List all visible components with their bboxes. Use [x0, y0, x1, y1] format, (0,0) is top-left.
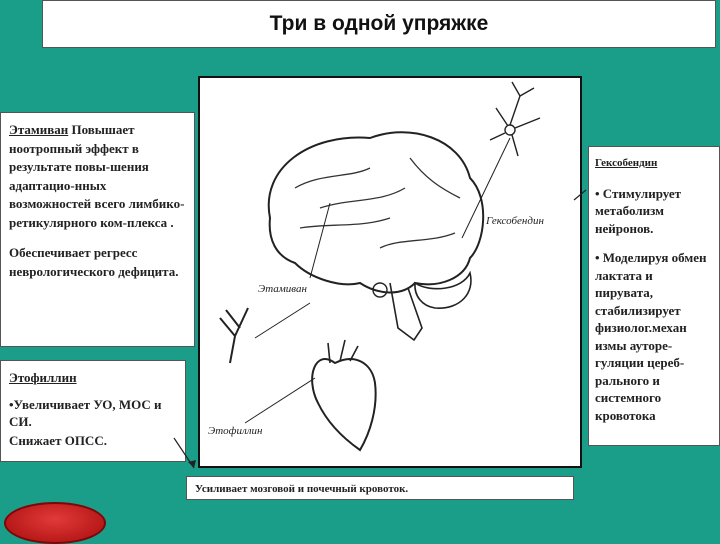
etofillin-label: Этофиллин: [208, 425, 263, 437]
etamivan-label: Этамиван: [258, 283, 307, 295]
etamivan-effect: Повышает ноотропный эффект в результате повы-шения адаптацио-нных возможностей всего лимбико-ретикулярного ком-плекса .: [9, 122, 185, 230]
etamivan-regress: Обеспечивает регресс неврологического дефицита.: [9, 245, 179, 279]
hexobendin-item-1: • Стимулирует метаболизм нейронов.: [595, 185, 682, 236]
etofillin-name: Этофиллин: [9, 370, 77, 385]
hexobendin-label: Гексобендин: [486, 215, 544, 227]
slide-title: Три в одной упряжке: [269, 12, 489, 35]
etofillin-item-2: Снижает ОПСС.: [9, 433, 107, 448]
red-oval-button[interactable]: [4, 502, 106, 544]
bottom-text: Усиливает мозговой и почечный кровоток.: [195, 483, 409, 495]
hexobendin-name: Гексобендин: [595, 157, 658, 169]
etofillin-item-1: •Увеличивает УО, МОС и СИ.: [9, 397, 162, 429]
etamivan-name: Этамиван: [9, 122, 69, 137]
hexobendin-item-2: • Моделируя обмен лактата и пирувата, стабилизирует физиолог.механ измы ауторе-гуляции цереб-рального и системного кровотока: [595, 250, 707, 423]
